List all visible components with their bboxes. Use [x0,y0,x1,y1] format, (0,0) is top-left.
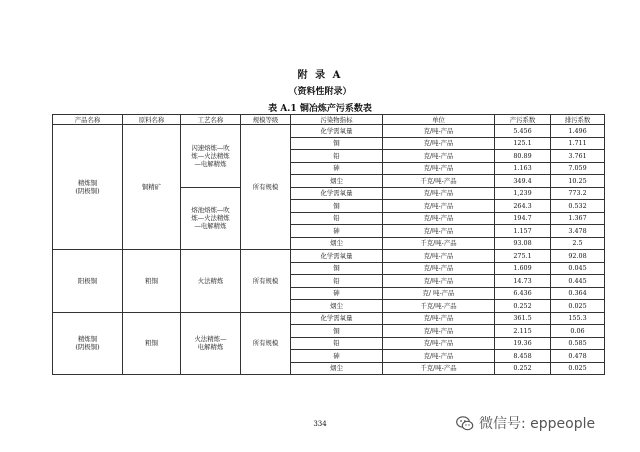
generation-coefficient-cell: 264.3 [495,200,551,213]
unit-cell: 克/吨-产品 [383,225,495,238]
discharge-coefficient-cell: 0.06 [551,325,605,338]
scale-level-cell: 所有规模 [241,312,291,375]
pollutant-cell: 铜 [291,137,383,150]
header-row [53,115,605,125]
generation-coefficient-cell: 349.4 [495,175,551,188]
raw-material-cell: 粗铜 [123,250,181,313]
discharge-coefficient-cell: 1.496 [551,125,605,138]
generation-coefficient-cell: 1,239 [495,187,551,200]
raw-material-cell: 粗铜 [123,312,181,375]
unit-cell: 克/吨-产品 [383,212,495,225]
pollutant-cell: 烟尘 [291,300,383,313]
pollutant-cell: 铅 [291,275,383,288]
pollutant-cell: 化学需氧量 [291,187,383,200]
pollutant-cell: 化学需氧量 [291,125,383,138]
column-header: 原料名称 [123,115,181,125]
column-header: 污染物指标 [291,115,383,125]
discharge-coefficient-cell: 0.025 [551,362,605,375]
discharge-coefficient-cell: 0.478 [551,350,605,363]
unit-cell: 千克/吨-产品 [383,362,495,375]
discharge-coefficient-cell: 155.3 [551,312,605,325]
generation-coefficient-cell: 194.7 [495,212,551,225]
pollutant-cell: 砷 [291,350,383,363]
unit-cell: 克/吨-产品 [383,250,495,263]
column-header: 产污系数 [495,115,551,125]
discharge-coefficient-cell: 7.059 [551,162,605,175]
discharge-coefficient-cell: 0.025 [551,300,605,313]
column-header: 排污系数 [551,115,605,125]
discharge-coefficient-cell: 0.532 [551,200,605,213]
generation-coefficient-cell: 19.36 [495,337,551,350]
generation-coefficient-cell: 275.1 [495,250,551,263]
unit-cell: 克/吨-产品 [383,312,495,325]
generation-coefficient-cell: 0.252 [495,300,551,313]
product-name-cell: 阳极铜 [53,250,123,313]
unit-cell: 千克/吨-产品 [383,300,495,313]
generation-coefficient-cell: 80.89 [495,150,551,163]
wechat-icon [456,416,474,431]
table-row [53,250,605,263]
generation-coefficient-cell: 14.73 [495,275,551,288]
discharge-coefficient-cell: 1.711 [551,137,605,150]
process-name-cell: 熔池熔炼—吹 炼—火法精炼 —电解精炼 [181,187,241,250]
discharge-coefficient-cell: 2.5 [551,237,605,250]
unit-cell: 克/吨-产品 [383,137,495,150]
raw-material-cell: 铜精矿 [123,125,181,250]
pollutant-cell: 砷 [291,225,383,238]
emission-coefficient-table [52,114,605,375]
process-name-cell: 火法精炼— 电解精炼 [181,312,241,375]
unit-cell: 克/吨-产品 [383,337,495,350]
generation-coefficient-cell: 6.436 [495,287,551,300]
pollutant-cell: 铜 [291,262,383,275]
watermark-text: 微信号: eppeople [479,416,596,432]
column-header: 工艺名称 [181,115,241,125]
generation-coefficient-cell: 1.157 [495,225,551,238]
pollutant-cell: 铅 [291,337,383,350]
generation-coefficient-cell: 0.252 [495,362,551,375]
process-name-cell: 火法精炼 [181,250,241,313]
generation-coefficient-cell: 125.1 [495,137,551,150]
unit-cell: 克/ 吨-产品 [383,287,495,300]
appendix-title: 附 录 A [297,70,343,81]
generation-coefficient-cell: 1.163 [495,162,551,175]
unit-cell: 克/吨-产品 [383,350,495,363]
pollutant-cell: 烟尘 [291,362,383,375]
unit-cell: 克/吨-产品 [383,162,495,175]
column-header: 单位 [383,115,495,125]
pollutant-cell: 铅 [291,212,383,225]
unit-cell: 克/吨-产品 [383,150,495,163]
discharge-coefficient-cell: 0.585 [551,337,605,350]
unit-cell: 克/吨-产品 [383,200,495,213]
unit-cell: 克/吨-产品 [383,275,495,288]
process-name-cell: 闪速熔炼—吹 炼—火法精炼 —电解精炼 [181,125,241,188]
watermark [456,413,595,433]
generation-coefficient-cell: 361.5 [495,312,551,325]
pollutant-cell: 铜 [291,200,383,213]
unit-cell: 克/吨-产品 [383,125,495,138]
column-header: 产品名称 [53,115,123,125]
product-name-cell: 精炼铜 (阴极铜) [53,312,123,375]
unit-cell: 克/吨-产品 [383,187,495,200]
page-number: 334 [313,420,327,428]
discharge-coefficient-cell: 773.2 [551,187,605,200]
pollutant-cell: 铅 [291,150,383,163]
table-body [53,125,605,375]
unit-cell: 克/吨-产品 [383,325,495,338]
table-title: 表 A.1 铜冶炼产污系数表 [268,104,372,114]
pollutant-cell: 砷 [291,162,383,175]
table-row [53,125,605,138]
discharge-coefficient-cell: 1.367 [551,212,605,225]
scale-level-cell: 所有规模 [241,250,291,313]
discharge-coefficient-cell: 10.25 [551,175,605,188]
unit-cell: 克/吨-产品 [383,262,495,275]
unit-cell: 千克/吨-产品 [383,175,495,188]
table-header [53,115,605,125]
generation-coefficient-cell: 2.115 [495,325,551,338]
pollutant-cell: 化学需氧量 [291,312,383,325]
discharge-coefficient-cell: 0.364 [551,287,605,300]
discharge-coefficient-cell: 0.045 [551,262,605,275]
pollutant-cell: 砷 [291,287,383,300]
generation-coefficient-cell: 8.458 [495,350,551,363]
table-row [53,312,605,325]
generation-coefficient-cell: 93.08 [495,237,551,250]
pollutant-cell: 铜 [291,325,383,338]
appendix-subtitle: （资料性附录） [288,87,352,97]
pollutant-cell: 烟尘 [291,237,383,250]
unit-cell: 千克/吨-产品 [383,237,495,250]
pollutant-cell: 烟尘 [291,175,383,188]
scale-level-cell: 所有规模 [241,125,291,250]
discharge-coefficient-cell: 3.761 [551,150,605,163]
discharge-coefficient-cell: 3.478 [551,225,605,238]
discharge-coefficient-cell: 92.08 [551,250,605,263]
discharge-coefficient-cell: 0.445 [551,275,605,288]
generation-coefficient-cell: 1.609 [495,262,551,275]
column-header: 规模等级 [241,115,291,125]
pollutant-cell: 化学需氧量 [291,250,383,263]
generation-coefficient-cell: 5.456 [495,125,551,138]
product-name-cell: 精炼铜 (阴极铜) [53,125,123,250]
